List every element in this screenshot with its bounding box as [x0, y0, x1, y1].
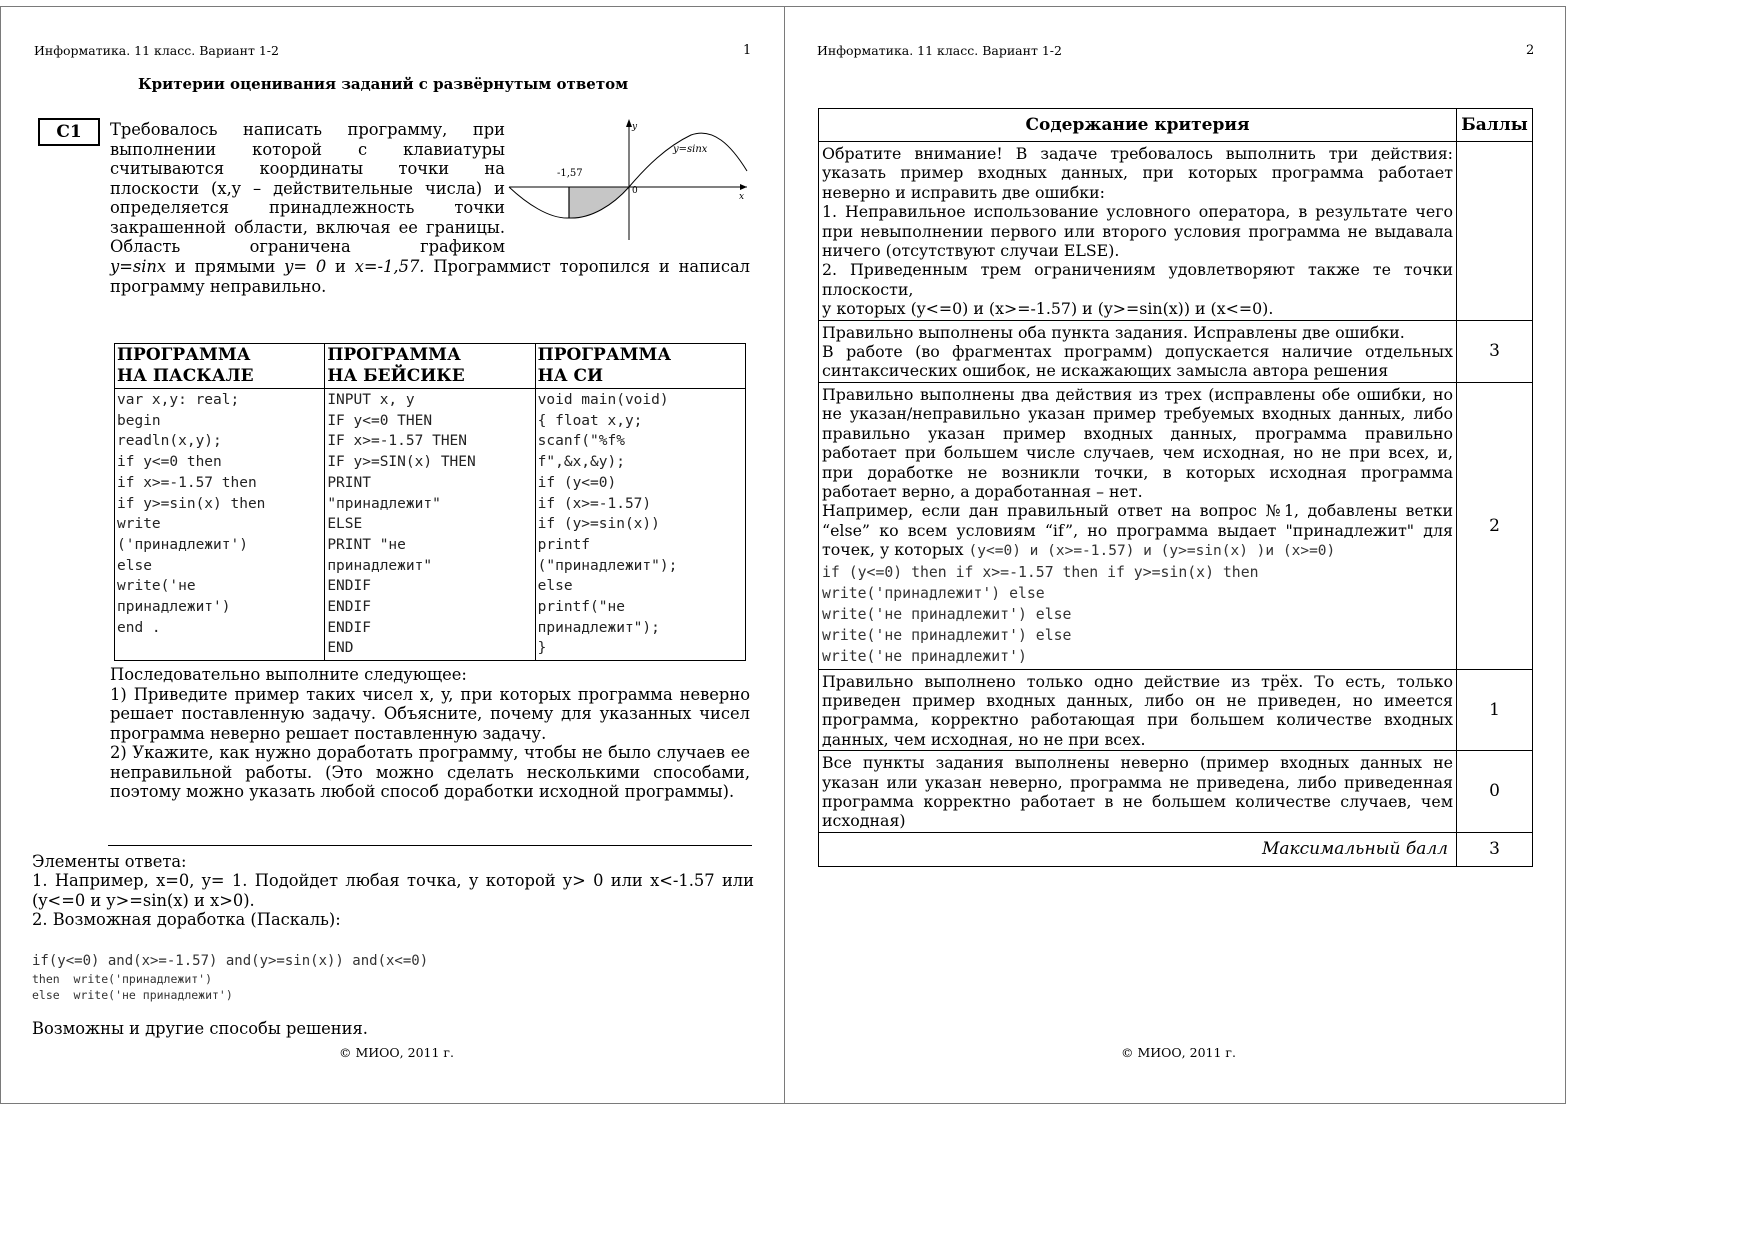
task-intro-text: Требовалось написать программу, при выполнении которой с клавиатуры считываются координаты точки на плоскости (x,y – действительные числа) и определяется принадлежность точки закрашенной области, включая ее границы. Область ограничена графиком [110, 120, 505, 256]
task-intro-continuation [110, 257, 750, 296]
sine-graph-figure [501, 115, 753, 245]
criterion-line: В работе (во фрагментах программ) допускается наличие отдельных синтаксических ошибок, не искажающих замысла автора решения [822, 342, 1453, 381]
code-basic: INPUT x, y IF y<=0 THEN IF x>=-1.57 THEN IF y>=SIN(x) THEN PRINT "принадлежит" ELSE PRINT "не принадлежит" ENDIF ENDIF ENDIF END [325, 389, 535, 661]
criteria-row-2 [819, 382, 1533, 669]
intro-rest: Программист торопился и написал программу неправильно. [110, 257, 751, 296]
criterion-line: Правильно выполнены два действия из трех (исправлены обе ошибки, но не указан/неправильно указан пример требуемых входных данных, либо правильно указан пример входных данных, программа правильно работает при большем числе случаев, чем исходная, но не при всех, и, при доработке не возникли точки, в которых исходная программа работает верно, а доработанная – нет. [822, 384, 1453, 501]
criterion-text [819, 382, 1457, 669]
answer-code-line-3: else write('не принадлежит') [32, 987, 233, 1002]
page-1 [0, 6, 785, 1104]
answer-elements [32, 852, 754, 1038]
answer-closing: Возможны и другие способы решения. [32, 1018, 368, 1038]
page-header: Информатика. 11 класс. Вариант 1-2 [34, 43, 279, 58]
criterion-example: Например, если дан правильный ответ на вопрос №1, добавлены ветки “else” ко всем условиям “if”, но программа выдает "принадлежит" для точек, у которых (y<=0) и (x>=-1.57) и (y>=sin(x) )и (x>=0) [822, 501, 1453, 560]
y-axis-label: y [632, 122, 638, 132]
answer-code-line-2: then write('принадлежит') [32, 971, 213, 986]
note-item-1: 1. Неправильное использование условного оператора, в результате чего при невыполнении первого или второго условия программа не выдавала ничего (отсутствуют случаи ELSE). [822, 202, 1453, 261]
criteria-max-row [819, 832, 1533, 866]
page-number: 1 [743, 43, 752, 58]
example-code-line: if (y<=0) then if x>=-1.57 then if y>=sin(x) then [822, 563, 1259, 581]
answer-item-2: 2. Возможная доработка (Паскаль): [32, 910, 341, 930]
header-c: ПРОГРАММА НА СИ [535, 344, 745, 389]
criterion-points: 1 [1457, 669, 1533, 751]
criterion-text: Правильно выполнено только одно действие из трёх. То есть, только приведен пример входных данных, либо он не приведен, но имеется программа, корректно работающая при большем количестве входных данных, чем исходная, но не при всех. [819, 669, 1457, 751]
program-table-code [115, 389, 746, 661]
answer-code-line-1: if(y<=0) and(x>=-1.57) and(y>=sin(x)) and(x<=0) [32, 952, 429, 969]
header-points: Баллы [1457, 109, 1533, 142]
answer-heading: Элементы ответа: [32, 852, 187, 871]
equation-y0: y= 0 [284, 257, 327, 276]
criteria-note [819, 142, 1457, 321]
example-code-line: write('не принадлежит') else [822, 627, 1072, 645]
note-intro: Обратите внимание! В задаче требовалось выполнить три действия: указать пример входных данных, при которых программа работает неверно и исправить две ошибки: [822, 144, 1453, 202]
task-intro [110, 120, 505, 257]
example-code-line: write('принадлежит') else [822, 584, 1045, 602]
shaded-region [569, 187, 629, 218]
header-criterion: Содержание критерия [819, 109, 1457, 142]
curve-label: y=sinx [673, 144, 708, 155]
divider [108, 845, 752, 846]
task-item-1: 1) Приведите пример таких чисел x, y, при которых программа неверно решает поставленную задачу. Объясните, почему для указанных чисел программа неверно решает поставленную задачу. [110, 684, 750, 743]
intro-connector: и [326, 257, 355, 276]
origin-label: 0 [632, 186, 638, 196]
header-pascal: ПРОГРАММА НА ПАСКАЛЕ [115, 344, 325, 389]
criterion-text: Все пункты задания выполнены неверно (пример входных данных не указан или указан неверно, программа не приведена, либо приведенная программа корректно работает в не большем количестве случаев, чем исходная) [819, 751, 1457, 833]
criteria-row-0 [819, 751, 1533, 833]
max-score-value: 3 [1457, 832, 1533, 866]
example-code-line: write('не принадлежит') [822, 648, 1027, 666]
x-axis-arrow-icon [740, 184, 747, 190]
intro-connector: и прямыми [166, 257, 285, 276]
criteria-row-3 [819, 320, 1533, 382]
page-number: 2 [1526, 43, 1535, 58]
task-item-2: 2) Укажите, как нужно доработать программу, чтобы не было случаев ее неправильной работы. (Это можно сделать несколькими способами, поэтому можно указать любой способ доработки исходной программы). [110, 743, 750, 801]
criteria-note-row [819, 142, 1533, 321]
page-footer: © МИОО, 2011 г. [1121, 1045, 1236, 1060]
equation-sinx: y=sinx [110, 257, 167, 276]
x-mark-label: -1,57 [557, 168, 583, 179]
criterion-points: 3 [1457, 320, 1533, 382]
task-lead: Последовательно выполните следующее: [110, 665, 467, 684]
answer-item-1: 1. Например, x=0, y= 1. Подойдет любая точка, у которой y> 0 или x<-1.57 или (y<=0 и y>=sin(x) и x>0). [32, 871, 754, 910]
max-score-label: Максимальный балл [819, 832, 1457, 866]
criterion-line: Правильно выполнены оба пункта задания. Исправлены две ошибки. [822, 322, 1405, 342]
x-axis-label: x [739, 192, 745, 202]
equation-x157: x=-1,57. [354, 257, 425, 276]
example-code-line: write('не принадлежит') else [822, 605, 1072, 623]
note-points-empty [1457, 142, 1533, 321]
code-pascal: var x,y: real; begin readln(x,y); if y<=0 then if x>=-1.57 then if y>=sin(x) then write ('принадлежит') else write('не принадлежит') end . [115, 389, 325, 661]
program-table [114, 343, 746, 661]
criteria-row-1 [819, 669, 1533, 751]
program-table-header [115, 344, 746, 389]
criterion-text [819, 320, 1457, 382]
page-2 [784, 6, 1566, 1104]
task-label: С1 [38, 118, 100, 146]
criteria-table [818, 108, 1533, 867]
criteria-table-header [819, 109, 1533, 142]
sine-curve [509, 133, 747, 218]
note-item-2: 2. Приведенным трем ограничениям удовлетворяют также те точки плоскости, [822, 260, 1453, 299]
page-header: Информатика. 11 класс. Вариант 1-2 [817, 43, 1062, 58]
page-footer: © МИОО, 2011 г. [339, 1045, 454, 1060]
code-c: void main(void) { float x,y; scanf("%f% f",&x,&y); if (y<=0) if (x>=-1.57) if (y>=sin(x)) printf ("принадлежит"); else printf("не принадлежит"); } [535, 389, 745, 661]
task-instructions [110, 665, 750, 802]
note-item-3: у которых (y<=0) и (x>=-1.57) и (y>=sin(x)) и (x<=0). [822, 299, 1274, 319]
criterion-points: 2 [1457, 382, 1533, 669]
criterion-points: 0 [1457, 751, 1533, 833]
header-basic: ПРОГРАММА НА БЕЙСИКЕ [325, 344, 535, 389]
page-title: Критерии оценивания заданий с развёрнутым ответом [138, 75, 629, 93]
